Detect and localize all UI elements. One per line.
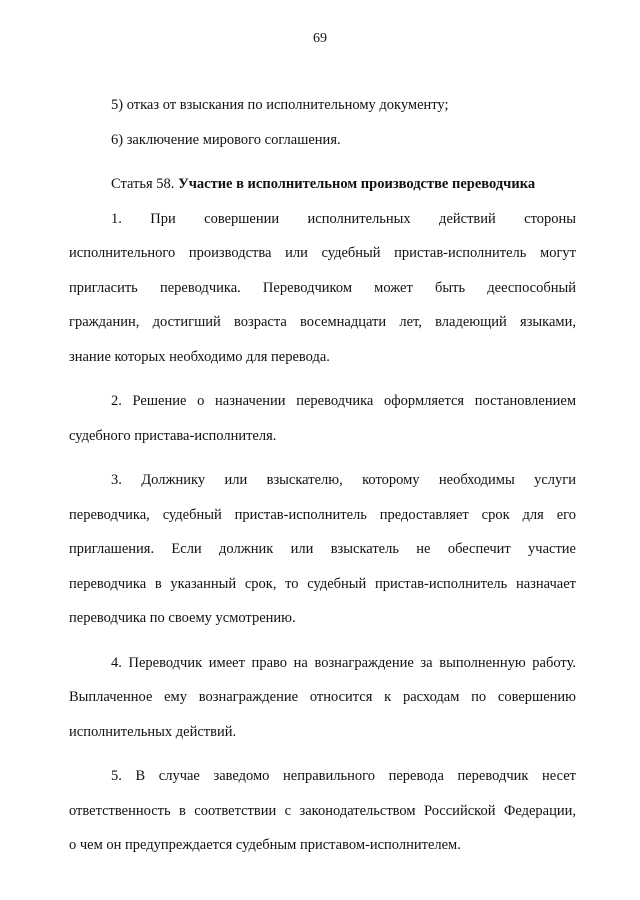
paragraph-4 [69, 646, 576, 750]
paragraph-line: переводчика в указанный срок, то судебный пристав-исполнитель назначает [69, 575, 576, 592]
paragraph-line: знание которых необходимо для перевода. [69, 348, 330, 365]
paragraph-2 [69, 384, 576, 453]
document-body [69, 88, 576, 863]
paragraph-line: 3. Должнику или взыскателю, которому необходимы услуги [111, 472, 576, 488]
article-label: Статья 58. [111, 176, 175, 192]
paragraph-line: 5. В случае заведомо неправильного перевода переводчик несет [111, 768, 576, 784]
paragraph-1 [69, 202, 576, 375]
article-title: Участие в исполнительном производстве переводчика [178, 176, 536, 192]
paragraph-line: о чем он предупреждается судебным приставом-исполнителем. [69, 837, 461, 853]
paragraph-line: переводчика по своему усмотрению. [69, 610, 296, 626]
paragraph-5 [69, 759, 576, 863]
article-heading [69, 167, 576, 202]
paragraph-line: судебного пристава-исполнителя. [69, 427, 277, 444]
paragraph-line: 1. При совершении исполнительных действий стороны [111, 210, 576, 227]
paragraph-3 [69, 463, 576, 636]
list-item: 6) заключение мирового соглашения. [111, 131, 341, 148]
paragraph-line: исполнительного производства или судебный пристав-исполнитель могут [69, 245, 576, 261]
paragraph-line: гражданин, достигший возраста восемнадцати лет, владеющий языками, [69, 314, 576, 330]
paragraph-line: 4. Переводчик имеет право на вознаграждение за выполненную работу. [111, 654, 576, 671]
paragraph-line: Выплаченное ему вознаграждение относится к расходам по совершению [69, 689, 576, 705]
paragraph-line: приглашения. Если должник или взыскатель не обеспечит участие [69, 541, 576, 557]
paragraph-line: переводчика, судебный пристав-исполнитель предоставляет срок для его [69, 506, 576, 523]
paragraph-line: ответственность в соответствии с законодательством Российской Федерации, [69, 802, 576, 819]
page-number: 69 [313, 31, 327, 46]
paragraph-line: исполнительных действий. [69, 723, 237, 740]
list-item: 5) отказ от взыскания по исполнительному документу; [111, 97, 449, 113]
paragraph-line: 2. Решение о назначении переводчика оформляется постановлением [111, 393, 576, 409]
paragraph-line: пригласить переводчика. Переводчиком может быть дееспособный [69, 279, 576, 296]
